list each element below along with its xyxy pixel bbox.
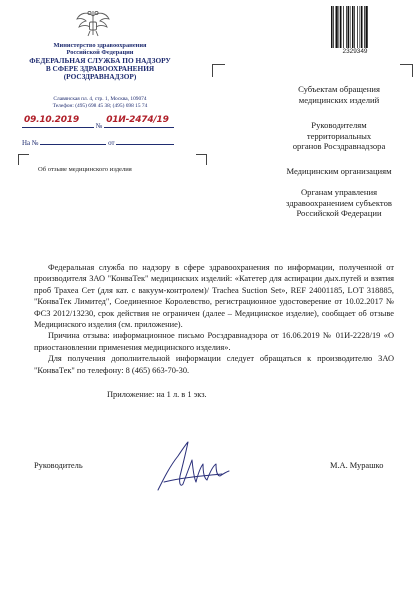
recipient-block-4: Органам управления здравоохранением субъектов Российской Федерации: [286, 187, 392, 219]
recipient-block-1: Субъектам обращения медицинских изделий: [298, 84, 380, 105]
appendix-note: Приложение: на 1 л. в 1 экз.: [107, 390, 207, 399]
reference-label: На №: [22, 139, 39, 147]
registration-line: [22, 115, 174, 130]
coat-of-arms-emblem: [74, 8, 112, 38]
number-sign: №: [95, 122, 103, 130]
agency-address: Славянская пл. 4, стр. 1, Москва, 109074 Телефон: (495) 698 45 38; (495) 698 15 74: [52, 96, 148, 109]
barcode: [331, 6, 379, 48]
handwritten-signature: [150, 438, 232, 496]
address-bracket-right: [400, 64, 413, 77]
signatory-title: Руководитель: [34, 461, 83, 470]
subject-bracket-right: [196, 154, 207, 165]
reference-line: [22, 137, 174, 147]
recipient-block-2: Руководителям территориальных органов Росздравнадзора: [292, 120, 386, 152]
reference-from-label: от: [108, 139, 115, 147]
subject-bracket-left: [18, 154, 29, 165]
signatory-name: М.А. Мурашко: [330, 461, 384, 470]
body-paragraph-2: Причина отзыва: информационное письмо Росздравнадзора от 16.06.2019 № 01И-2228/19 «О приостановлении применения медицинского изделия».: [34, 331, 394, 352]
registration-number: 01И-2474/19: [106, 115, 169, 125]
registration-date: 09.10.2019: [24, 115, 79, 125]
letter-subject: Об отзыве медицинского изделия: [38, 166, 132, 173]
agency-name: ФЕДЕРАЛЬНАЯ СЛУЖБА ПО НАДЗОРУ В СФЕРЕ ЗДРАВООХРАНЕНИЯ (РОСЗДРАВНАДЗОР): [29, 56, 171, 81]
ministry-name: Министерство здравоохранения Российской Федерации: [53, 42, 147, 57]
barcode-number: 2329349: [342, 48, 368, 55]
letter-body: [34, 262, 394, 376]
body-paragraph-3: Для получения дополнительной информации следует обращаться к производителю ЗАО "КонваТек" по телефону: 8 (465) 663-70-30.: [34, 354, 394, 375]
address-bracket-left: [212, 64, 225, 77]
body-paragraph-1: Федеральная служба по надзору в сфере здравоохранения по информации, полученной от производителя ЗАО "КонваТек" медицинских изделий: «Катетер для аспирации дых.путей и взятия проб Трахеа Сет (для кат. с вакуум-контролем)/ Trachea Suction Set», REF 24001185, LOT 318885, "КонваТек Лимитед", Соединенное Королевство, регистрационное удостоверение от 10.02.2017 № ФСЗ 2012/13230, срок действия не ограничен (далее – Медицинское изделие), сообщает об отзыве Медицинского изделия (см. приложение).: [34, 263, 394, 330]
recipient-block-3: Медицинским организациям: [286, 166, 392, 176]
